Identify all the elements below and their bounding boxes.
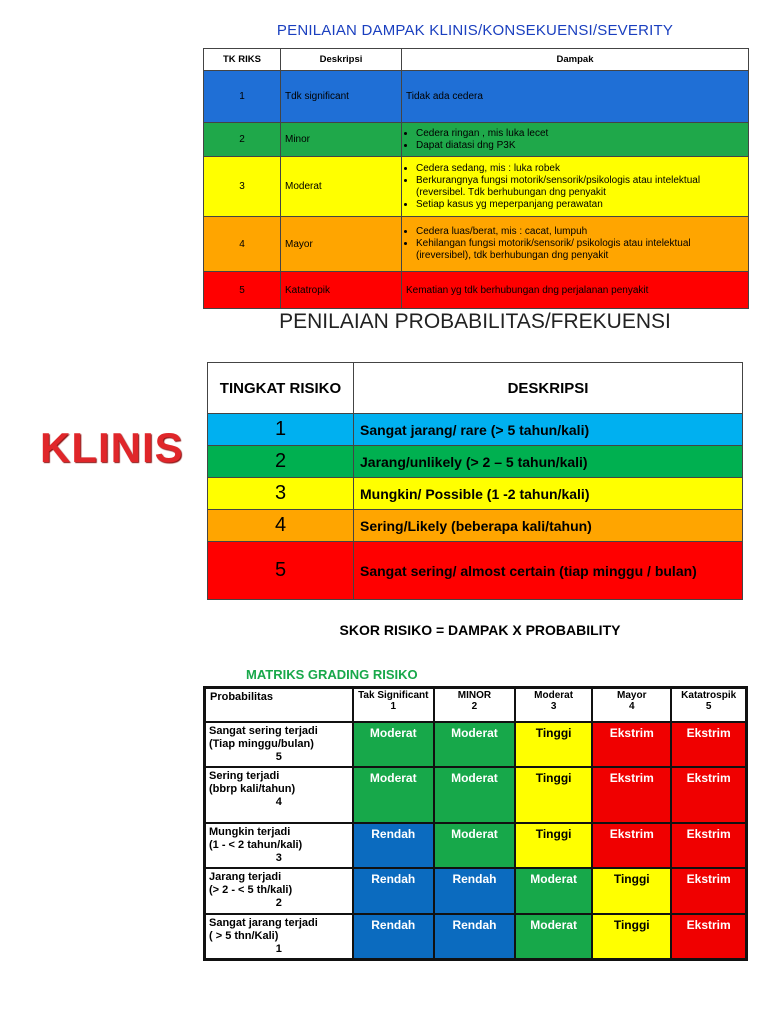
matrix-row-num: 4 — [275, 796, 282, 808]
probability-row — [208, 478, 743, 510]
matrix-row — [205, 868, 747, 914]
impact-desc: Katatropik — [281, 272, 402, 309]
matrix-row-title: Jarang terjadi — [209, 871, 282, 883]
matrix-row-label — [205, 914, 353, 960]
matrix-column-name: Tak Significant — [358, 690, 429, 701]
matrix-grade-cell: Tinggi — [592, 914, 671, 960]
matrix-grade-cell: Ekstrim — [671, 767, 746, 823]
matrix-row — [205, 722, 747, 767]
impact-detail — [402, 157, 749, 217]
matrix-column-header — [592, 688, 671, 723]
matrix-row — [205, 914, 747, 960]
matrix-column-header — [515, 688, 592, 723]
impact-item: • Dapat diatasi dng P3K — [416, 140, 744, 152]
matrix-row-label — [205, 823, 353, 868]
matrix-grade-cell: Moderat — [353, 767, 434, 823]
impact-item: • Berkurangnya fungsi motorik/sensorik/psikologis atau intelektual (reversibel. Tdk berhubungan dng penyakit — [416, 175, 744, 199]
impact-header-impact: Dampak — [402, 49, 749, 71]
matrix-row — [205, 823, 747, 868]
matrix-row-num: 1 — [275, 943, 282, 955]
impact-title: PENILAIAN DAMPAK KLINIS/KONSEKUENSI/SEVERITY — [276, 22, 674, 39]
matrix-row-sub: ( > 5 thn/Kali) — [209, 930, 279, 942]
matrix-row-label — [205, 722, 353, 767]
matrix-row-sub: (bbrp kali/tahun) — [209, 783, 296, 795]
impact-row — [204, 217, 749, 272]
matrix-grade-cell: Ekstrim — [671, 868, 746, 914]
matrix-grade-cell: Ekstrim — [592, 823, 671, 868]
impact-level: 1 — [204, 71, 281, 123]
matrix-grade-cell: Moderat — [515, 868, 592, 914]
probability-table — [207, 362, 743, 600]
impact-detail — [402, 272, 749, 309]
matrix-grade-cell: Moderat — [434, 823, 515, 868]
impact-item: • Cedera ringan , mis luka lecet — [416, 128, 744, 140]
matrix-row-sub: (> 2 - < 5 th/kali) — [209, 884, 293, 896]
matrix-row-num: 2 — [275, 897, 282, 909]
matrix-row-num: 3 — [275, 852, 282, 864]
matrix-column-num: 5 — [705, 701, 712, 712]
matrix-row-title: Sering terjadi — [209, 770, 280, 782]
impact-item: • Cedera sedang, mis : luka robek — [416, 163, 744, 175]
probability-level: 4 — [208, 510, 354, 542]
matrix-header-row — [205, 688, 747, 723]
matrix-grade-cell: Rendah — [353, 823, 434, 868]
impact-item: • Setiap kasus yg meperpanjang perawatan — [416, 199, 744, 211]
impact-list — [406, 163, 744, 211]
matrix-corner: Probabilitas — [205, 688, 353, 723]
probability-row — [208, 446, 743, 478]
matrix-grade-cell: Tinggi — [515, 767, 592, 823]
impact-list — [406, 128, 744, 152]
matrix-row-sub: (Tiap minggu/bulan) — [209, 738, 314, 750]
impact-header-desc: Deskripsi — [281, 49, 402, 71]
impact-detail — [402, 217, 749, 272]
risk-matrix — [203, 686, 748, 961]
impact-row — [204, 272, 749, 309]
matrix-grade-cell: Moderat — [353, 722, 434, 767]
matrix-row-title: Sangat jarang terjadi — [209, 917, 318, 929]
matrix-grade-cell: Ekstrim — [592, 722, 671, 767]
matrix-grade-cell: Rendah — [434, 868, 515, 914]
matrix-grade-cell: Tinggi — [515, 823, 592, 868]
probability-desc: Jarang/unlikely (> 2 – 5 tahun/kali) — [354, 446, 743, 478]
matrix-grade-cell: Rendah — [353, 914, 434, 960]
matrix-column-name: Moderat — [534, 690, 574, 701]
probability-desc: Sangat jarang/ rare (> 5 tahun/kali) — [354, 414, 743, 446]
matrix-row-label — [205, 868, 353, 914]
matrix-column-num: 1 — [390, 701, 397, 712]
matrix-column-name: MINOR — [457, 690, 492, 701]
probability-header-level: TINGKAT RISIKO — [208, 363, 354, 414]
matrix-column-header — [353, 688, 434, 723]
matrix-grade-cell: Rendah — [353, 868, 434, 914]
matrix-grade-cell: Tinggi — [515, 722, 592, 767]
matrix-grade-cell: Rendah — [434, 914, 515, 960]
impact-level: 3 — [204, 157, 281, 217]
probability-level: 3 — [208, 478, 354, 510]
impact-row — [204, 157, 749, 217]
matrix-column-name: Katatrospik — [681, 690, 737, 701]
matrix-grade-cell: Ekstrim — [671, 823, 746, 868]
impact-detail — [402, 71, 749, 123]
probability-row — [208, 510, 743, 542]
impact-desc: Minor — [281, 123, 402, 157]
risk-score-formula: SKOR RISIKO = DAMPAK X PROBABILITY — [339, 622, 621, 638]
impact-detail — [402, 123, 749, 157]
impact-table — [203, 48, 749, 309]
probability-row — [208, 414, 743, 446]
matrix-row-sub: (1 - < 2 tahun/kali) — [209, 839, 303, 851]
matrix-column-num: 4 — [628, 701, 635, 712]
matrix-row-title: Mungkin terjadi — [209, 826, 291, 838]
matrix-grade-cell: Moderat — [434, 722, 515, 767]
impact-level: 4 — [204, 217, 281, 272]
impact-item: Tidak ada cedera — [406, 91, 483, 102]
probability-header-desc: DESKRIPSI — [354, 363, 743, 414]
probability-header-row — [208, 363, 743, 414]
matrix-row — [205, 767, 747, 823]
matrix-grade-cell: Moderat — [434, 767, 515, 823]
impact-level: 2 — [204, 123, 281, 157]
matrix-column-header — [434, 688, 515, 723]
matrix-column-name: Mayor — [617, 690, 647, 701]
impact-item: • Kehilangan fungsi motorik/sensorik/ psikologis atau intelektual (ireversibel), tdk berhubungan dng penyakit — [416, 238, 744, 262]
probability-level: 2 — [208, 446, 354, 478]
probability-desc: Sering/Likely (beberapa kali/tahun) — [354, 510, 743, 542]
impact-desc: Tdk significant — [281, 71, 402, 123]
impact-list — [406, 226, 744, 262]
matrix-grade-cell: Ekstrim — [671, 914, 746, 960]
impact-item: • Cedera luas/berat, mis : cacat, lumpuh — [416, 226, 744, 238]
matrix-column-num: 3 — [550, 701, 557, 712]
probability-desc: Mungkin/ Possible (1 -2 tahun/kali) — [354, 478, 743, 510]
impact-header-row — [204, 49, 749, 71]
matrix-column-num: 2 — [471, 701, 478, 712]
probability-level: 5 — [208, 542, 354, 600]
klinis-label: KLINIS — [40, 424, 184, 471]
impact-desc: Mayor — [281, 217, 402, 272]
matrix-grade-cell: Ekstrim — [592, 767, 671, 823]
matrix-grade-cell: Ekstrim — [671, 722, 746, 767]
impact-row — [204, 123, 749, 157]
matrix-row-num: 5 — [275, 751, 282, 763]
impact-row — [204, 71, 749, 123]
matrix-row-title: Sangat sering terjadi — [209, 725, 318, 737]
probability-level: 1 — [208, 414, 354, 446]
impact-header-level: TK RIKS — [204, 49, 281, 71]
probability-desc: Sangat sering/ almost certain (tiap minggu / bulan) — [354, 542, 743, 600]
impact-desc: Moderat — [281, 157, 402, 217]
impact-item: Kematian yg tdk berhubungan dng perjalanan penyakit — [406, 284, 649, 296]
matrix-grade-cell: Tinggi — [592, 868, 671, 914]
impact-level: 5 — [204, 272, 281, 309]
matrix-grade-cell: Moderat — [515, 914, 592, 960]
matrix-title: MATRIKS GRADING RISIKO — [246, 667, 418, 682]
probability-title: PENILAIAN PROBABILITAS/FREKUENSI — [279, 310, 671, 333]
probability-row — [208, 542, 743, 600]
matrix-row-label — [205, 767, 353, 823]
matrix-column-header — [671, 688, 746, 723]
